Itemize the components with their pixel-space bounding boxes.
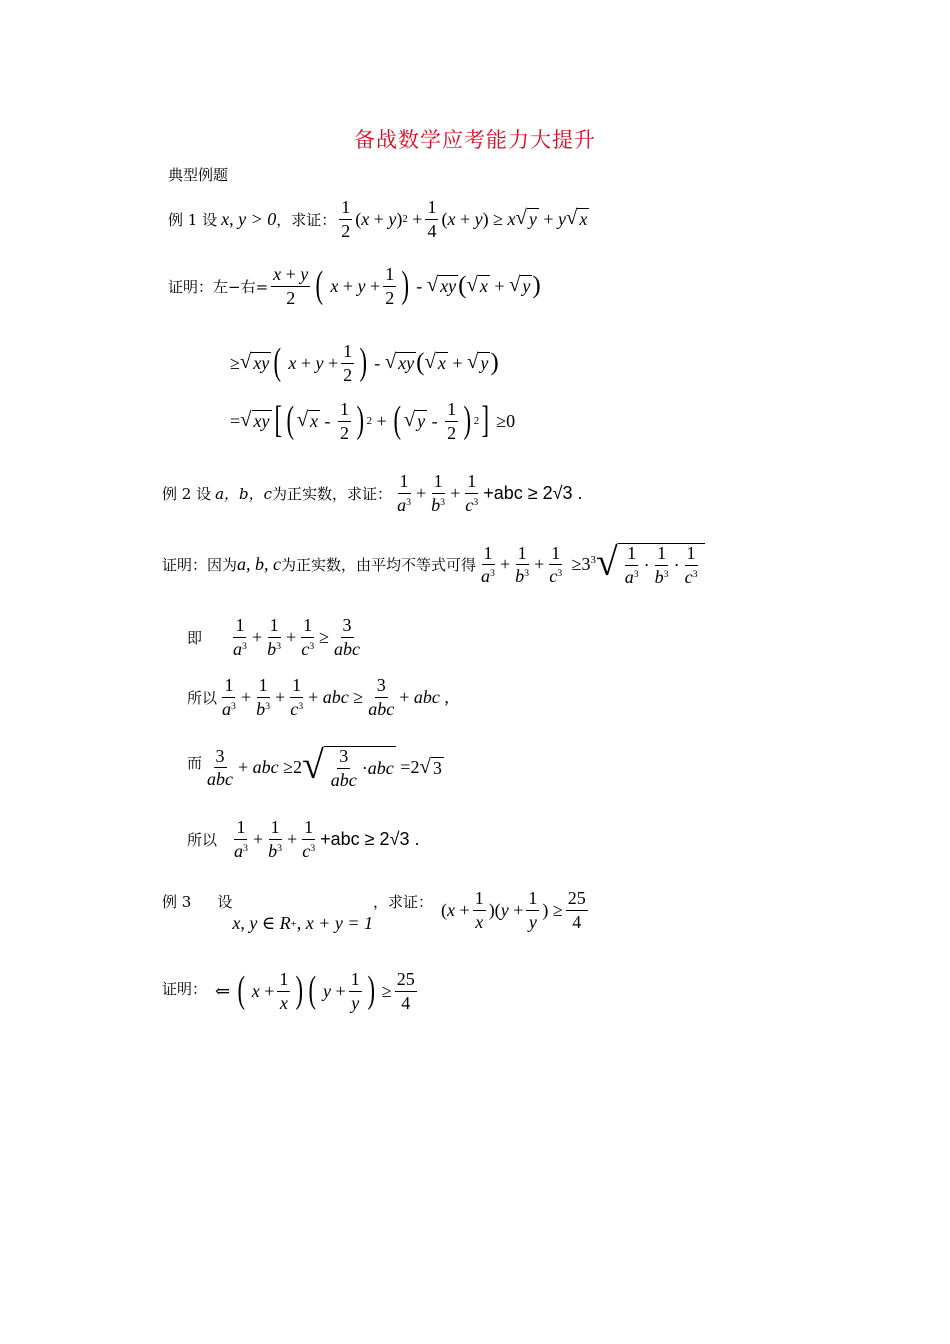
- example-2-vars: a，b，c: [215, 484, 273, 503]
- example-3-proof-rhs-den: 4: [401, 992, 411, 1013]
- example-2-suoyi1-label: 所以: [187, 688, 218, 707]
- example-3-proof: 证明： ⇐ ( x + $\frac{1}{x}$ ) ( y + $\frac{1}{y}$ ) ≥ $\frac{25}{4}$: [162, 969, 415, 1013]
- example-2-conclusion-rhs: +abc ≥ 2√3 .: [320, 828, 420, 849]
- example-1-proof-line-2: ≥ √ xy ( x + y + $\frac{1}{2}$ ) - √ xy ( √ x + √ y ): [230, 341, 499, 385]
- example-1-proof-line-3: = √ xy [ ( √ x - $\frac{1}{2}$ ) 2 + ( √ y - $\frac{1}{2}$ ) 2 ] ≥0: [230, 399, 516, 443]
- example-1-proof-line-1: 证明：左−右= $\frac{x + y}{2}$ ( x + y + $\frac{1}{2}$ ) - √ xy ( √ x + √ y ): [168, 264, 541, 308]
- section-heading: 典型例题: [168, 166, 229, 184]
- example-2-er-line: 而 $\frac{3}{\text{abc}}$ + abc ≥2 √ $\frac{3}{\text{abc}}$ · abc =2 √ 3: [187, 743, 442, 790]
- example-3-proof-label: 证明：: [162, 980, 208, 998]
- example-1-prove: ，求证：: [276, 210, 337, 229]
- example-2-proof-line-1: 证明：因为 a, b, c 为正实数，由平均不等式可得 $\frac{1}{a^3}$ + $\frac{1}{b^3}$ + $\frac{1}{c^3}$ ≥3 3 √ $\frac{1}{a^3}$ · $\frac{1}{b^3}$ · $\frac{1}{c^3}$: [162, 543, 705, 587]
- example-3-statement: 例 3 设 x, y ∈ R + , x + y = 1 ，求证： ( x + $\frac{1}{x}$ )( y + $\frac{1}{y}$ ) ≥ $\frac{25}{4}$: [162, 888, 586, 933]
- page-title: 备战数学应考能力大提升: [354, 128, 596, 152]
- example-3-rhs-num: 25: [566, 889, 588, 911]
- example-3-rhs-den: 4: [572, 912, 582, 932]
- example-2-er-label: 而: [187, 754, 203, 772]
- example-1-proof-label: 证明：左−右=: [168, 277, 269, 296]
- example-3-she: 设: [217, 893, 233, 911]
- example-2-suoyi2-label: 所以: [187, 830, 218, 849]
- example-1-statement: [168, 198, 589, 241]
- example-2-text: 为正实数，求证：: [272, 484, 393, 503]
- example-2-label: 例 2 设: [162, 484, 212, 503]
- example-1-inequality: $\frac{1}{2}$ ( x + y ) 2 + $\frac{1}{4}$ ( x + y ) ≥ x √ y + y √ x: [341, 197, 588, 241]
- example-3-proof-rhs-num: 25: [395, 970, 417, 992]
- example-3-prove: ，求证：: [373, 893, 434, 911]
- example-1-label: 例 1 设: [168, 210, 218, 229]
- example-3-label: 例 3: [162, 893, 192, 911]
- example-3-implies: ⇐: [215, 980, 231, 1001]
- example-2-rhs: +abc ≥ 2√3 .: [483, 482, 583, 503]
- example-2-suoyi-line-1: 所以 $\frac{1}{a^3}$ + $\frac{1}{b^3}$ + $\frac{1}{c^3}$ + abc ≥ $\frac{3}{\text{abc}}$ + abc ,: [187, 675, 449, 719]
- example-2-proof-label: 证明：因为: [162, 556, 238, 575]
- example-1-step2-end: ≥0: [496, 410, 516, 431]
- example-2-proof-text: 为正实数，由平均不等式可得: [281, 556, 477, 575]
- example-2-statement: 例 2 设 a，b，c 为正实数，求证： $\frac{1}{a^3}$ + $\frac{1}{b^3}$ + $\frac{1}{c^3}$ +abc ≥ 2√3 .: [162, 471, 583, 515]
- example-1-step2-sym: =: [230, 410, 241, 431]
- example-2-ji-line: 即 $\frac{1}{a^3}$ + $\frac{1}{b^3}$ + $\frac{1}{c^3}$ ≥ $\frac{3}{\text{abc}}$: [187, 615, 361, 659]
- example-3-cond1: x, y ∈ R: [232, 913, 291, 933]
- example-1-vars: x, y > 0: [221, 208, 277, 229]
- example-2-ji-label: 即: [187, 628, 203, 647]
- example-3-cond1-sup: +: [290, 917, 297, 930]
- example-2-proof-vars: a, b, c: [237, 554, 282, 575]
- example-1-step1-sym: ≥: [230, 352, 240, 373]
- example-2-suoyi-line-2: 所以 $\frac{1}{a^3}$ + $\frac{1}{b^3}$ + $\frac{1}{c^3}$ +abc ≥ 2√3 .: [187, 817, 420, 861]
- example-3-cond2: x + y = 1: [305, 913, 374, 933]
